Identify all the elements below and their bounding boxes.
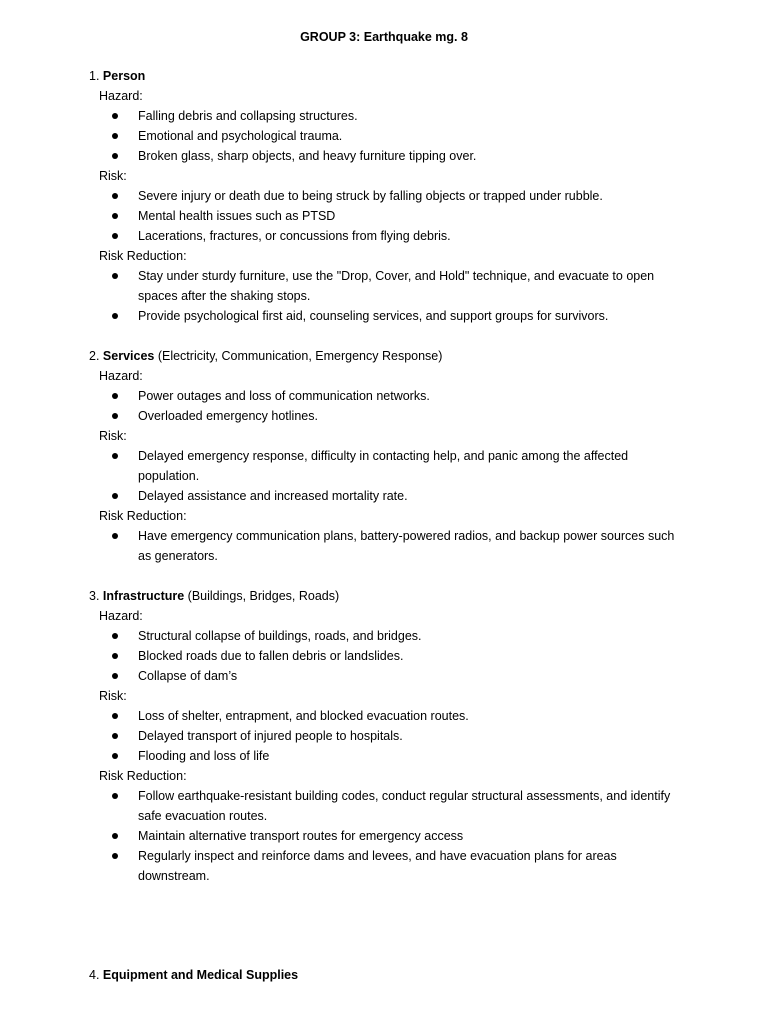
risk-item: Delayed transport of injured people to hospitals.	[138, 729, 403, 743]
risk-label: Risk:	[99, 169, 127, 183]
bullet-icon	[112, 413, 118, 419]
bullet-icon	[112, 853, 118, 859]
bullet-icon	[112, 393, 118, 399]
section-number: 1.	[89, 69, 100, 83]
section-heading	[89, 348, 442, 364]
hazard-label: Hazard:	[99, 609, 143, 623]
risk-label: Risk:	[99, 689, 127, 703]
risk-label: Risk:	[99, 429, 127, 443]
section-number: 2.	[89, 349, 100, 363]
section-heading	[89, 588, 339, 604]
risk-item: Lacerations, fractures, or concussions from flying debris.	[138, 229, 451, 243]
hazard-item: Collapse of dam’s	[138, 669, 238, 683]
hazard-item: Broken glass, sharp objects, and heavy furniture tipping over.	[138, 149, 477, 163]
section-number: 4.	[89, 968, 100, 982]
section-suffix: (Electricity, Communication, Emergency Response)	[154, 349, 443, 363]
risk-reduction-item: Have emergency communication plans, battery-powered radios, and backup power sources such as generators.	[138, 529, 675, 563]
bullet-icon	[112, 733, 118, 739]
risk-item: Severe injury or death due to being struck by falling objects or trapped under rubble.	[138, 189, 603, 203]
bullet-icon	[112, 493, 118, 499]
bullet-icon	[112, 153, 118, 159]
bullet-icon	[112, 273, 118, 279]
section-suffix: (Buildings, Bridges, Roads)	[184, 589, 340, 603]
bullet-icon	[112, 533, 118, 539]
risk-reduction-item: Provide psychological first aid, counseling services, and support groups for survivors.	[138, 309, 609, 323]
hazard-item: Blocked roads due to fallen debris or landslides.	[138, 649, 404, 663]
hazard-item: Overloaded emergency hotlines.	[138, 409, 318, 423]
risk-item: Delayed emergency response, difficulty in contacting help, and panic among the affected population.	[138, 449, 629, 483]
risk-reduction-item: Follow earthquake-resistant building codes, conduct regular structural assessments, and identify safe evacuation routes.	[138, 789, 671, 823]
hazard-item: Emotional and psychological trauma.	[138, 129, 343, 143]
section-heading	[89, 967, 298, 983]
section-number: 3.	[89, 589, 100, 603]
risk-reduction-item: Maintain alternative transport routes for emergency access	[138, 829, 464, 843]
risk-reduction-label: Risk Reduction:	[99, 249, 187, 263]
bullet-icon	[112, 313, 118, 319]
bullet-icon	[112, 133, 118, 139]
risk-item: Loss of shelter, entrapment, and blocked evacuation routes.	[138, 709, 469, 723]
section-name: Person	[102, 69, 146, 83]
section-name: Equipment and Medical Supplies	[102, 968, 299, 982]
bullet-icon	[112, 793, 118, 799]
bullet-icon	[112, 233, 118, 239]
risk-reduction-label: Risk Reduction:	[99, 769, 187, 783]
bullet-icon	[112, 633, 118, 639]
bullet-icon	[112, 753, 118, 759]
risk-item: Mental health issues such as PTSD	[138, 209, 336, 223]
hazard-item: Power outages and loss of communication networks.	[138, 389, 430, 403]
bullet-icon	[112, 113, 118, 119]
risk-item: Delayed assistance and increased mortality rate.	[138, 489, 408, 503]
bullet-icon	[112, 833, 118, 839]
bullet-icon	[112, 673, 118, 679]
risk-reduction-item: Stay under sturdy furniture, use the "Drop, Cover, and Hold" technique, and evacuate to open spaces after the shaking stops.	[138, 269, 655, 303]
bullet-icon	[112, 653, 118, 659]
section-heading	[89, 68, 145, 84]
hazard-label: Hazard:	[99, 369, 143, 383]
risk-reduction-item: Regularly inspect and reinforce dams and levees, and have evacuation plans for areas downstream.	[138, 849, 617, 883]
bullet-icon	[112, 213, 118, 219]
bullet-icon	[112, 193, 118, 199]
bullet-icon	[112, 453, 118, 459]
section-name: Infrastructure	[102, 589, 185, 603]
hazard-label: Hazard:	[99, 89, 143, 103]
section-name: Services	[102, 349, 155, 363]
hazard-item: Structural collapse of buildings, roads, and bridges.	[138, 629, 422, 643]
risk-reduction-label: Risk Reduction:	[99, 509, 187, 523]
risk-item: Flooding and loss of life	[138, 749, 270, 763]
hazard-item: Falling debris and collapsing structures.	[138, 109, 358, 123]
bullet-icon	[112, 713, 118, 719]
document-title: GROUP 3: Earthquake mg. 8	[300, 30, 468, 44]
